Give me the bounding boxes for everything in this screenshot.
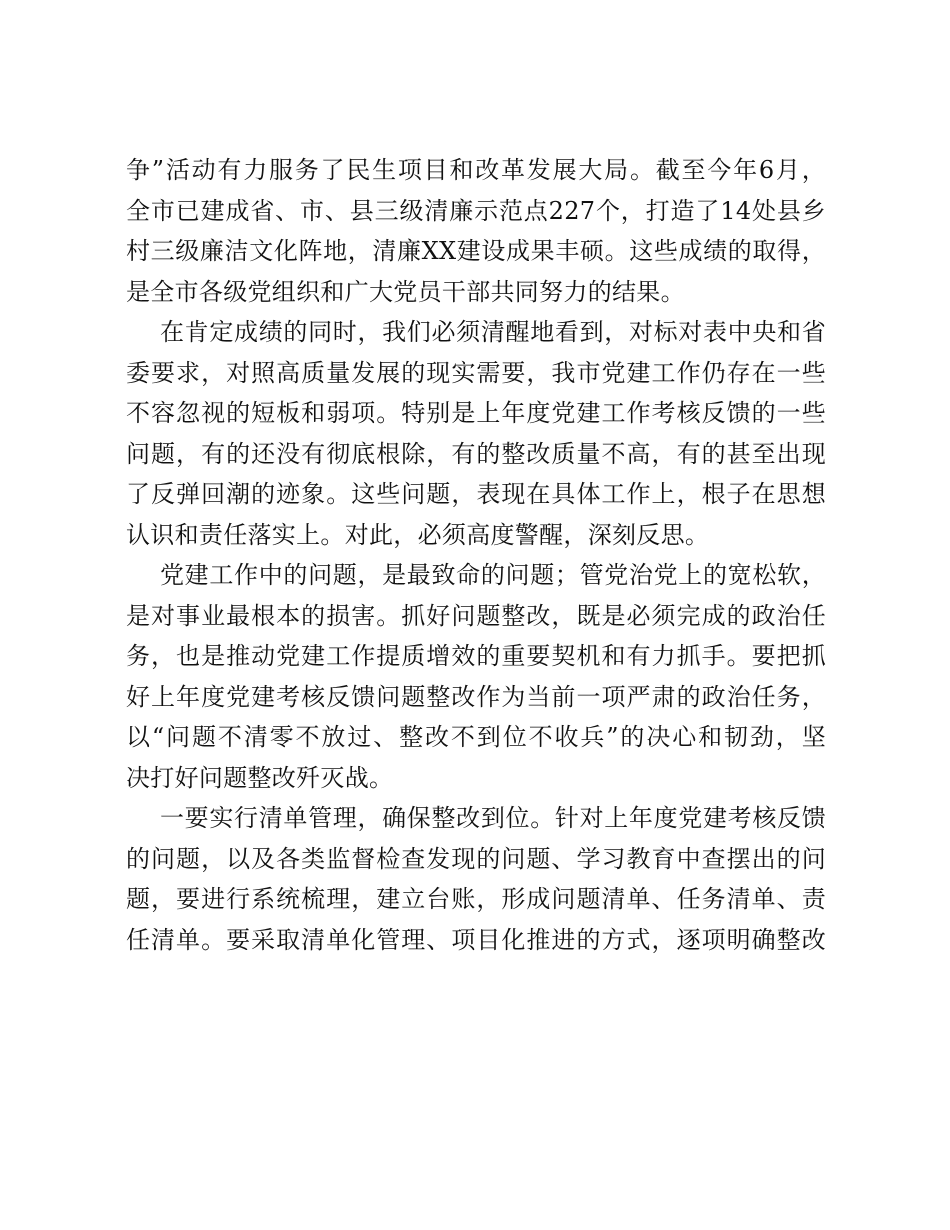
text-line: 在肯定成绩的同时，我们必须清醒地看到，对标对表中央和省 [160,318,826,346]
text-line: 的问题，以及各类监督检查发现的问题、学习教育中查摆出的问 [126,844,826,873]
text-line: 题，要进行系统梳理，建立台账，形成问题清单、任务清单、责 [126,885,826,913]
document-body [126,150,826,960]
paragraph-list-management [126,798,826,960]
text-line: 务，也是推动党建工作提质增效的重要契机和有力抓手。要把抓 [126,642,826,670]
paragraph-shortcomings [126,312,826,555]
text-line: 一要实行清单管理，确保整改到位。针对上年度党建考核反馈 [160,804,826,832]
text-line: 决打好问题整改歼灭战。 [126,763,394,792]
paragraph-continuation [126,150,826,312]
text-line: 任清单。要采取清单化管理、项目化推进的方式，逐项明确整改 [126,925,826,954]
text-line: 是全市各级党组织和广大党员干部共同努力的结果。 [126,277,685,306]
text-line: 了反弹回潮的迹象。这些问题，表现在具体工作上，根子在思想 [126,480,826,508]
text-line: 不容忽视的短板和弱项。特别是上年度党建工作考核反馈的一些 [126,399,826,427]
text-line: 全市已建成省、市、县三级清廉示范点227个，打造了14处县乡 [126,196,826,225]
text-line: 党建工作中的问题，是最致命的问题；管党治党上的宽松软， [160,561,826,589]
text-line: 村三级廉洁文化阵地，清廉XX建设成果丰硕。这些成绩的取得， [126,237,826,265]
text-line: 以“问题不清零不放过、整改不到位不收兵”的决心和韧劲，坚 [126,723,826,751]
text-line: 问题，有的还没有彻底根除，有的整改质量不高，有的甚至出现 [126,439,826,468]
paragraph-rectification-task [126,555,826,798]
text-line: 好上年度党建考核反馈问题整改作为当前一项严肃的政治任务， [126,682,826,711]
text-line: 是对事业最根本的损害。抓好问题整改，既是必须完成的政治任 [126,601,826,630]
text-line: 委要求，对照高质量发展的现实需要，我市党建工作仍存在一些 [126,358,826,387]
text-line: 认识和责任落实上。对此，必须高度警醒，深刻反思。 [126,520,710,549]
text-line: 争”活动有力服务了民生项目和改革发展大局。截至今年6月， [126,156,826,184]
